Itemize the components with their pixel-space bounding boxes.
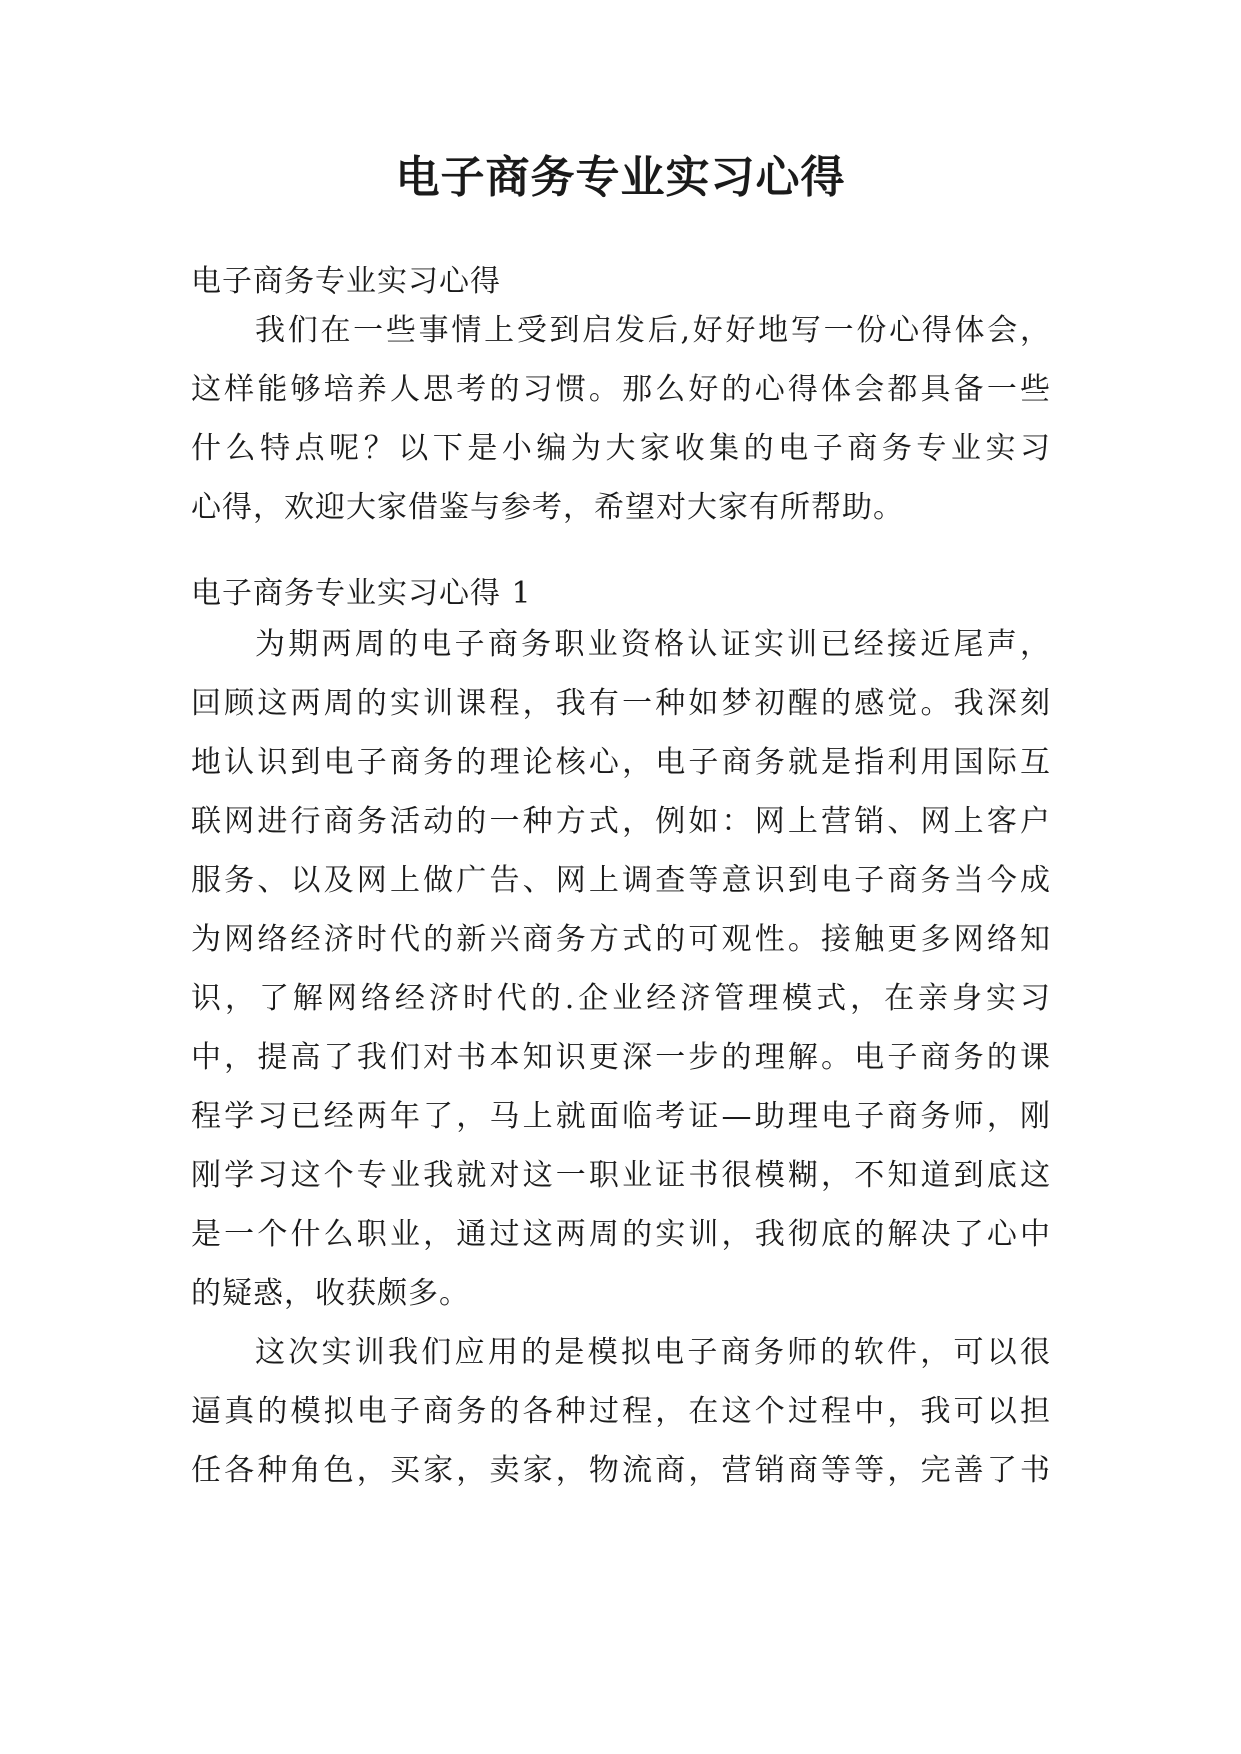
text-line: 心得，欢迎大家借鉴与参考，希望对大家有所帮助。 (191, 490, 904, 525)
text-line: 程学习已经两年了，马上就面临考证—助理电子商务师，刚 (191, 1099, 1051, 1134)
text-line: 这样能够培养人思考的习惯。那么好的心得体会都具备一些 (191, 372, 1051, 407)
text-line: 刚学习这个专业我就对这一职业证书很模糊，不知道到底这 (191, 1158, 1051, 1193)
section-heading: 电子商务专业实习心得 1 (191, 576, 532, 611)
text-line: 什么特点呢？以下是小编为大家收集的电子商务专业实习 (191, 431, 1051, 466)
intro-paragraph (191, 301, 1051, 537)
text-line: 是一个什么职业，通过这两周的实训，我彻底的解决了心中 (191, 1217, 1051, 1252)
text-line: 为期两周的电子商务职业资格认证实训已经接近尾声， (255, 627, 1051, 662)
text-line: 我们在一些事情上受到启发后,好好地写一份心得体会， (255, 313, 1051, 348)
text-line: 中，提高了我们对书本知识更深一步的理解。电子商务的课 (191, 1040, 1051, 1075)
text-line: 的疑惑，收获颇多。 (191, 1276, 470, 1311)
text-line: 这次实训我们应用的是模拟电子商务师的软件，可以很 (255, 1335, 1051, 1370)
text-line: 联网进行商务活动的一种方式，例如：网上营销、网上客户 (191, 804, 1051, 839)
text-line: 任各种角色，买家，卖家，物流商，营销商等等，完善了书 (191, 1453, 1051, 1488)
text-line: 逼真的模拟电子商务的各种过程，在这个过程中，我可以担 (191, 1394, 1051, 1429)
section1-paragraph-2 (191, 1323, 1051, 1500)
intro-heading: 电子商务专业实习心得 (191, 264, 501, 299)
text-line: 地认识到电子商务的理论核心，电子商务就是指利用国际互 (191, 745, 1051, 780)
document-title: 电子商务专业实习心得 (395, 152, 846, 203)
text-line: 服务、以及网上做广告、网上调查等意识到电子商务当今成 (191, 863, 1051, 898)
text-line: 识，了解网络经济时代的.企业经济管理模式，在亲身实习 (191, 981, 1051, 1016)
section1-paragraph-1 (191, 615, 1051, 1323)
text-line: 为网络经济时代的新兴商务方式的可观性。接触更多网络知 (191, 922, 1051, 957)
text-line: 回顾这两周的实训课程，我有一种如梦初醒的感觉。我深刻 (191, 686, 1051, 721)
